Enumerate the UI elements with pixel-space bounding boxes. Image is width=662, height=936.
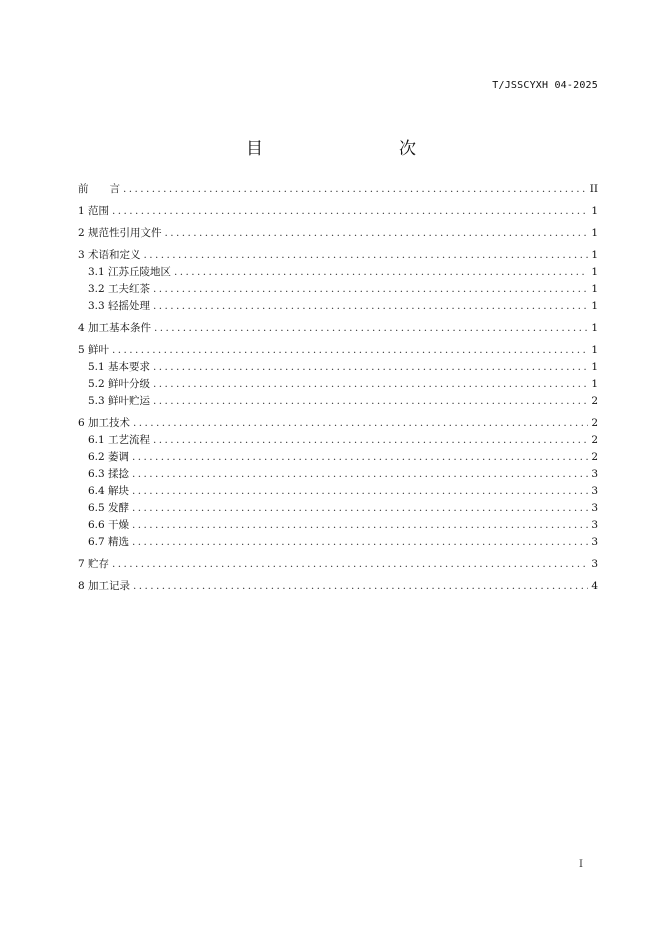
toc-entry-page: 4 <box>591 580 598 592</box>
toc-entry-page: 3 <box>591 519 598 531</box>
toc-entry-page: 1 <box>591 322 598 334</box>
dot-leader <box>174 264 588 281</box>
dot-leader <box>153 376 588 393</box>
toc-entry-label: 6.4 解块 <box>88 485 130 497</box>
dot-leader <box>132 483 588 500</box>
dot-leader <box>153 359 588 376</box>
toc-entry-7[interactable] <box>78 556 598 573</box>
table-of-contents <box>78 181 598 595</box>
dot-leader <box>153 393 588 410</box>
toc-entry-page: 1 <box>591 361 598 373</box>
toc-entry-label: 3 术语和定义 <box>78 249 141 261</box>
toc-entry-label: 5.2 鲜叶分级 <box>88 378 151 390</box>
toc-entry-6-6[interactable] <box>78 517 598 534</box>
toc-entry-3-3[interactable] <box>78 298 598 315</box>
toc-entry-3[interactable] <box>78 247 598 264</box>
toc-entry-label: 3.3 轻摇处理 <box>88 300 151 312</box>
toc-entry-page: 3 <box>591 558 598 570</box>
toc-entry-page: 2 <box>591 417 598 429</box>
toc-entry-label: 6.3 揉捻 <box>88 468 130 480</box>
toc-entry-6-4[interactable] <box>78 483 598 500</box>
toc-entry-label: 5.1 基本要求 <box>88 361 151 373</box>
toc-entry-label: 1 范围 <box>78 205 110 217</box>
dot-leader <box>132 466 588 483</box>
toc-entry-label: 6.7 精选 <box>88 536 130 548</box>
toc-entry-label: 5.3 鲜叶贮运 <box>88 395 151 407</box>
toc-entry-page: 3 <box>591 502 598 514</box>
toc-entry-2[interactable] <box>78 225 598 242</box>
toc-entry-label: 5 鲜叶 <box>78 344 110 356</box>
toc-entry-page: 2 <box>591 434 598 446</box>
toc-entry-3-1[interactable] <box>78 264 598 281</box>
dot-leader <box>154 320 588 337</box>
toc-entry-label: 3.1 江苏丘陵地区 <box>88 266 172 278</box>
toc-entry-label: 2 规范性引用文件 <box>78 227 162 239</box>
toc-entry-page: 1 <box>591 249 598 261</box>
toc-entry-label: 3.2 工夫红茶 <box>88 283 151 295</box>
toc-title: 目 次 <box>246 139 450 159</box>
toc-entry-page: 1 <box>591 378 598 390</box>
dot-leader <box>153 298 588 315</box>
toc-entry-6-5[interactable] <box>78 500 598 517</box>
dot-leader <box>153 281 588 298</box>
dot-leader <box>133 578 588 595</box>
dot-leader <box>132 500 588 517</box>
toc-entry-page: 1 <box>591 283 598 295</box>
toc-entry-8[interactable] <box>78 578 598 595</box>
dot-leader <box>144 247 589 264</box>
dot-leader <box>132 517 588 534</box>
toc-entry-5-3[interactable] <box>78 393 598 410</box>
toc-entry-page: 3 <box>591 485 598 497</box>
toc-entry-6-7[interactable] <box>78 534 598 551</box>
toc-entry-page: 2 <box>591 451 598 463</box>
toc-entry-label: 6.5 发酵 <box>88 502 130 514</box>
toc-entry-5-1[interactable] <box>78 359 598 376</box>
toc-entry-label: 6.1 工艺流程 <box>88 434 151 446</box>
dot-leader <box>132 449 588 466</box>
dot-leader <box>112 556 588 573</box>
toc-entry-page: 1 <box>591 344 598 356</box>
dot-leader <box>112 203 588 220</box>
toc-entry-5-2[interactable] <box>78 376 598 393</box>
document-code: T/JSSCYXH 04-2025 <box>492 80 598 91</box>
toc-entry-label: 6.2 萎调 <box>88 451 130 463</box>
toc-entry-page: II <box>589 183 598 195</box>
dot-leader <box>123 181 587 198</box>
toc-entry-page: 1 <box>591 300 598 312</box>
toc-entry-label: 6 加工技术 <box>78 417 131 429</box>
dot-leader <box>153 432 588 449</box>
dot-leader <box>165 225 589 242</box>
toc-entry-4[interactable] <box>78 320 598 337</box>
toc-entry-label: 前 言 <box>78 183 120 195</box>
toc-entry-page: 2 <box>591 395 598 407</box>
toc-entry-1[interactable] <box>78 203 598 220</box>
toc-entry-page: 1 <box>591 205 598 217</box>
toc-entry-label: 6.6 干燥 <box>88 519 130 531</box>
toc-entry-3-2[interactable] <box>78 281 598 298</box>
toc-entry-6-1[interactable] <box>78 432 598 449</box>
toc-entry-6[interactable] <box>78 415 598 432</box>
page-number: I <box>579 859 583 870</box>
dot-leader <box>133 415 588 432</box>
toc-entry-page: 1 <box>591 266 598 278</box>
toc-entry-page: 1 <box>591 227 598 239</box>
toc-entry-6-3[interactable] <box>78 466 598 483</box>
toc-entry-5[interactable] <box>78 342 598 359</box>
dot-leader <box>112 342 588 359</box>
toc-entry-foreword[interactable] <box>78 181 598 198</box>
toc-entry-page: 3 <box>591 536 598 548</box>
toc-entry-6-2[interactable] <box>78 449 598 466</box>
toc-entry-page: 3 <box>591 468 598 480</box>
toc-entry-label: 4 加工基本条件 <box>78 322 152 334</box>
toc-entry-label: 7 贮存 <box>78 558 110 570</box>
toc-entry-label: 8 加工记录 <box>78 580 131 592</box>
dot-leader <box>132 534 588 551</box>
